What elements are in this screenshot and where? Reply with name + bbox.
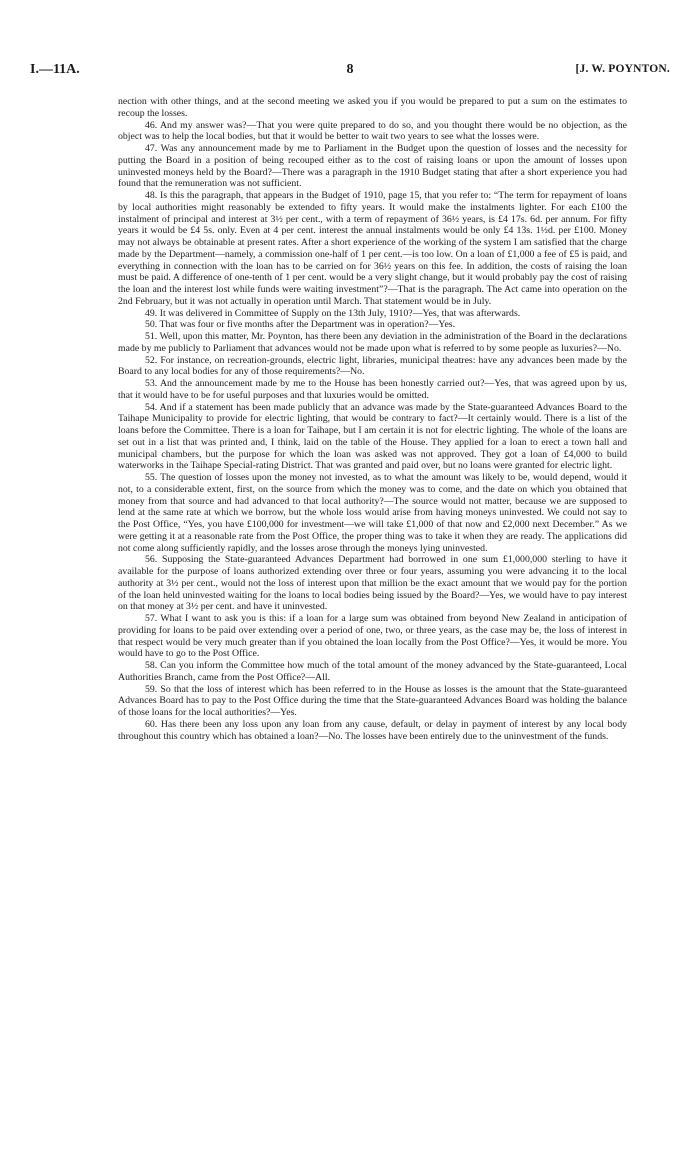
paragraph-q52: 52. For instance, on recreation-grounds, electric light, libraries, municipal theatres: have any advances been made by the Board to any local bodies for any of those requirements?—No.	[118, 354, 627, 378]
paragraph-q59: 59. So that the loss of interest which has been referred to in the House as losses is the amount that the State-guaranteed Advances Board has to pay to the Post Office during the time that the State-guaranteed Advances Board was holding the balance of those loans for the local authorities?—Yes.	[118, 683, 627, 718]
paragraph-q49: 49. It was delivered in Committee of Supply on the 13th July, 1910?—Yes, that was afterwards.	[145, 307, 521, 319]
paragraph-q48: 48. Is this the paragraph, that appears in the Budget of 1910, page 15, that you refer to: “The term for repayment of loans by local authorities might reasonably be extended to fifty years. It would make the instalments lighter. For each £100 the instalment of principal and interest at 3½ per cent., with a term of repayment of 36½ years, is £4 17s. 6d. per annum. For fifty years it would be £4 5s. only. Even at 4 per cent. interest the annual instalments would be only £4 13s. 1½d. per £100. Money may not always be obtainable at present rates. After a short experience of the working of the system I am satisfied that the charge made by the Department—namely, a commission one-half of 1 per cent.—is too low. On a loan of £1,000 a fee of £5 is paid, and everything in connection with the loan has to be carried on for 36½ years on this fee. In addition, the costs of raising the loan must be paid. A difference of one-tenth of 1 per cent. would be a very slight change, but it would probably pay the cost of raising the loan and the interest lost while funds were waiting investment”?—That is the paragraph. The Act came into operation on the 2nd February, but it was not actually in operation until March. That statement would be in July.	[118, 190, 627, 307]
paragraph-q47: 47. Was any announcement made by me to Parliament in the Budget upon the question of losses and the necessity for putting the Board in a position of being recouped either as to the cost of raising loans or upon the amount of losses upon uninvested moneys held by the Board?—There was a paragraph in the 1910 Budget stating that after a short experience you had found that the remuneration was not sufficient.	[118, 143, 627, 190]
paragraph-continuation: nection with other things, and at the second meeting we asked you if you would be prepared to put a sum on the estimates to recoup the losses.	[118, 96, 627, 119]
paragraph-q58: 58. Can you inform the Committee how much of the total amount of the money advanced by the State-guaranteed, Local Authorities Branch, came from the Post Office?—All.	[118, 660, 627, 683]
page-number: 8	[346, 62, 354, 77]
paragraph-q54: 54. And if a statement has been made publicly that an advance was made by the State-guaranteed Advances Board to the Taihape Municipality to provide for electric lighting, that would be contrary to fact?—It certainly would. There is a list of the loans before the Committee. There is a loan for Taihape, but I am certain it is not for electric lighting. The whole of the loans are set out in a list that was printed and, I think, laid on the table of the House. They applied for a loan to erect a town hall and municipal chambers, but the purpose for which the loan was asked was not approved. They got a loan of £4,000 to build waterworks in the Taihape Special-rating District. That was granted and paid over, but no loans were granted for electric light.	[118, 401, 627, 472]
paper-reference: I.—11A.	[30, 62, 80, 77]
paragraph-q51: 51. Well, upon this matter, Mr. Poynton, has there been any deviation in the administration of the Board in the declarations made by me publicly to Parliament that advances would not be made upon what is referred to by some people as luxuries?—No.	[118, 331, 627, 354]
paragraph-q56: 56. Supposing the State-guaranteed Advances Department had borrowed in one sum £1,000,000 sterling to have it available for the purpose of loans authorized extending over three or four years, assuming you were advancing it to the local authority at 3½ per cent., would not the loss of interest upon that million be the exact amount that we would pay for the portion of the loan held uninvested waiting for the loans to local bodies being issued by the Board?—Yes, we would have to pay interest on that money at 3½ per cent. and have it uninvested.	[118, 554, 627, 613]
paragraph-q46: 46. And my answer was?—That you were quite prepared to do so, and you thought there would be no objection, as the object was to help the local bodies, but that it would be better to wait two years to see what the losses were.	[118, 119, 627, 143]
page-header	[30, 62, 670, 80]
paragraph-q60: 60. Has there been any loss upon any loan from any cause, default, or delay in payment of interest by any local body throughout this country which has obtained a loan?—No. The losses have been entirely due to the uninvestment of the funds.	[118, 718, 627, 742]
paragraph-q55: 55. The question of losses upon the money not invested, as to what the amount was likely to be, would depend, would it not, to a considerable extent, first, on the source from which the money was to come, and the date on which you obtained that money from that source and had advanced to that local authority?—The source would not matter, because we are supposed to lend at the same rate at which we borrow, but the whole loss would arise from having moneys uninvested. We could not say to the Post Office, “Yes, you have £100,000 for investment—we will take £1,000 of that now and £2,000 next December.” As we were getting it at a reasonable rate from the Post Office, the proper thing was to take it when they are ready. The applications did not come along sufficiently rapidly, and the losses arose through the moneys lying uninvested.	[118, 472, 627, 554]
witness-name: [J. W. POYNTON.	[575, 63, 670, 75]
page-body	[118, 96, 627, 742]
paragraph-q53: 53. And the announcement made by me to the House has been honestly carried out?—Yes, that was agreed upon by us, that it would have to be for useful purposes and that luxuries would be omitted.	[118, 378, 627, 401]
paragraph-q50: 50. That was four or five months after the Department was in operation?—Yes.	[145, 319, 456, 331]
paragraph-q57: 57. What I want to ask you is this: if a loan for a large sum was obtained from beyond New Zealand in anticipation of providing for loans to be paid over extending over a period of one, two, or three years, as the case may be, the loss of interest in that respect would be very much greater than if you obtained the loan locally from the Post Office?—Yes, it would be more. You would have to go to the Post Office.	[118, 613, 627, 660]
